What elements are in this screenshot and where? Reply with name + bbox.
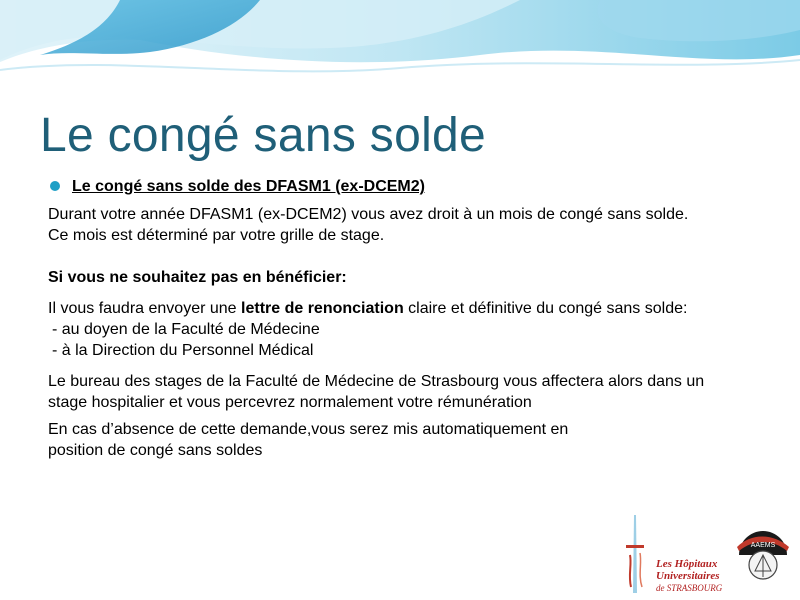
paragraph-entitlement: Durant votre année DFASM1 (ex-DCEM2) vous avez droit à un mois de congé sans solde. — [48, 206, 689, 223]
bullet-item — [50, 176, 763, 197]
paragraph-assignment: Le bureau des stages de la Faculté de Médecine de Strasbourg vous affectera alors dans un — [48, 373, 705, 390]
bullet-heading: Le congé sans solde des DFASM1 (ex-DCEM2) — [72, 178, 425, 195]
renunciation-text-after: claire et définitive du congé sans solde: — [403, 300, 688, 317]
slide-title: Le congé sans solde — [40, 109, 487, 162]
hus-logo-line2: Universitaires — [656, 570, 720, 582]
subheading-waiver: Si vous ne souhaitez pas en bénéficier: — [48, 269, 347, 286]
bullet-dot-icon — [50, 181, 60, 191]
list-item-direction: - à la Direction du Personnel Médical — [52, 342, 314, 359]
paragraph-default-line1: En cas d’absence de cette demande,vous serez mis automatiquement en — [48, 421, 569, 438]
list-item-dean: - au doyen de la Faculté de Médecine — [52, 321, 320, 338]
header-wave-decoration — [0, 0, 800, 110]
hus-logo-line3: de STRASBOURG — [656, 583, 723, 593]
paragraph-schedule: Ce mois est déterminé par votre grille de stage. — [48, 227, 385, 244]
paragraph-default-line2: position de congé sans soldes — [48, 442, 263, 459]
paragraph-renunciation — [48, 298, 763, 319]
renunciation-text-before: Il vous faudra envoyer une — [48, 300, 242, 317]
hus-logo-line1: Les Hôpitaux — [656, 558, 718, 570]
slide-body — [48, 176, 763, 461]
aaems-logo-text: AAEMS — [750, 542, 776, 549]
hus-logo — [620, 505, 725, 595]
paragraph-salary: stage hospitalier et vous percevrez normalement votre rémunération — [48, 394, 532, 411]
aaems-logo — [733, 525, 793, 585]
renunciation-letter-emphasis: lettre de renonciation — [241, 300, 404, 317]
